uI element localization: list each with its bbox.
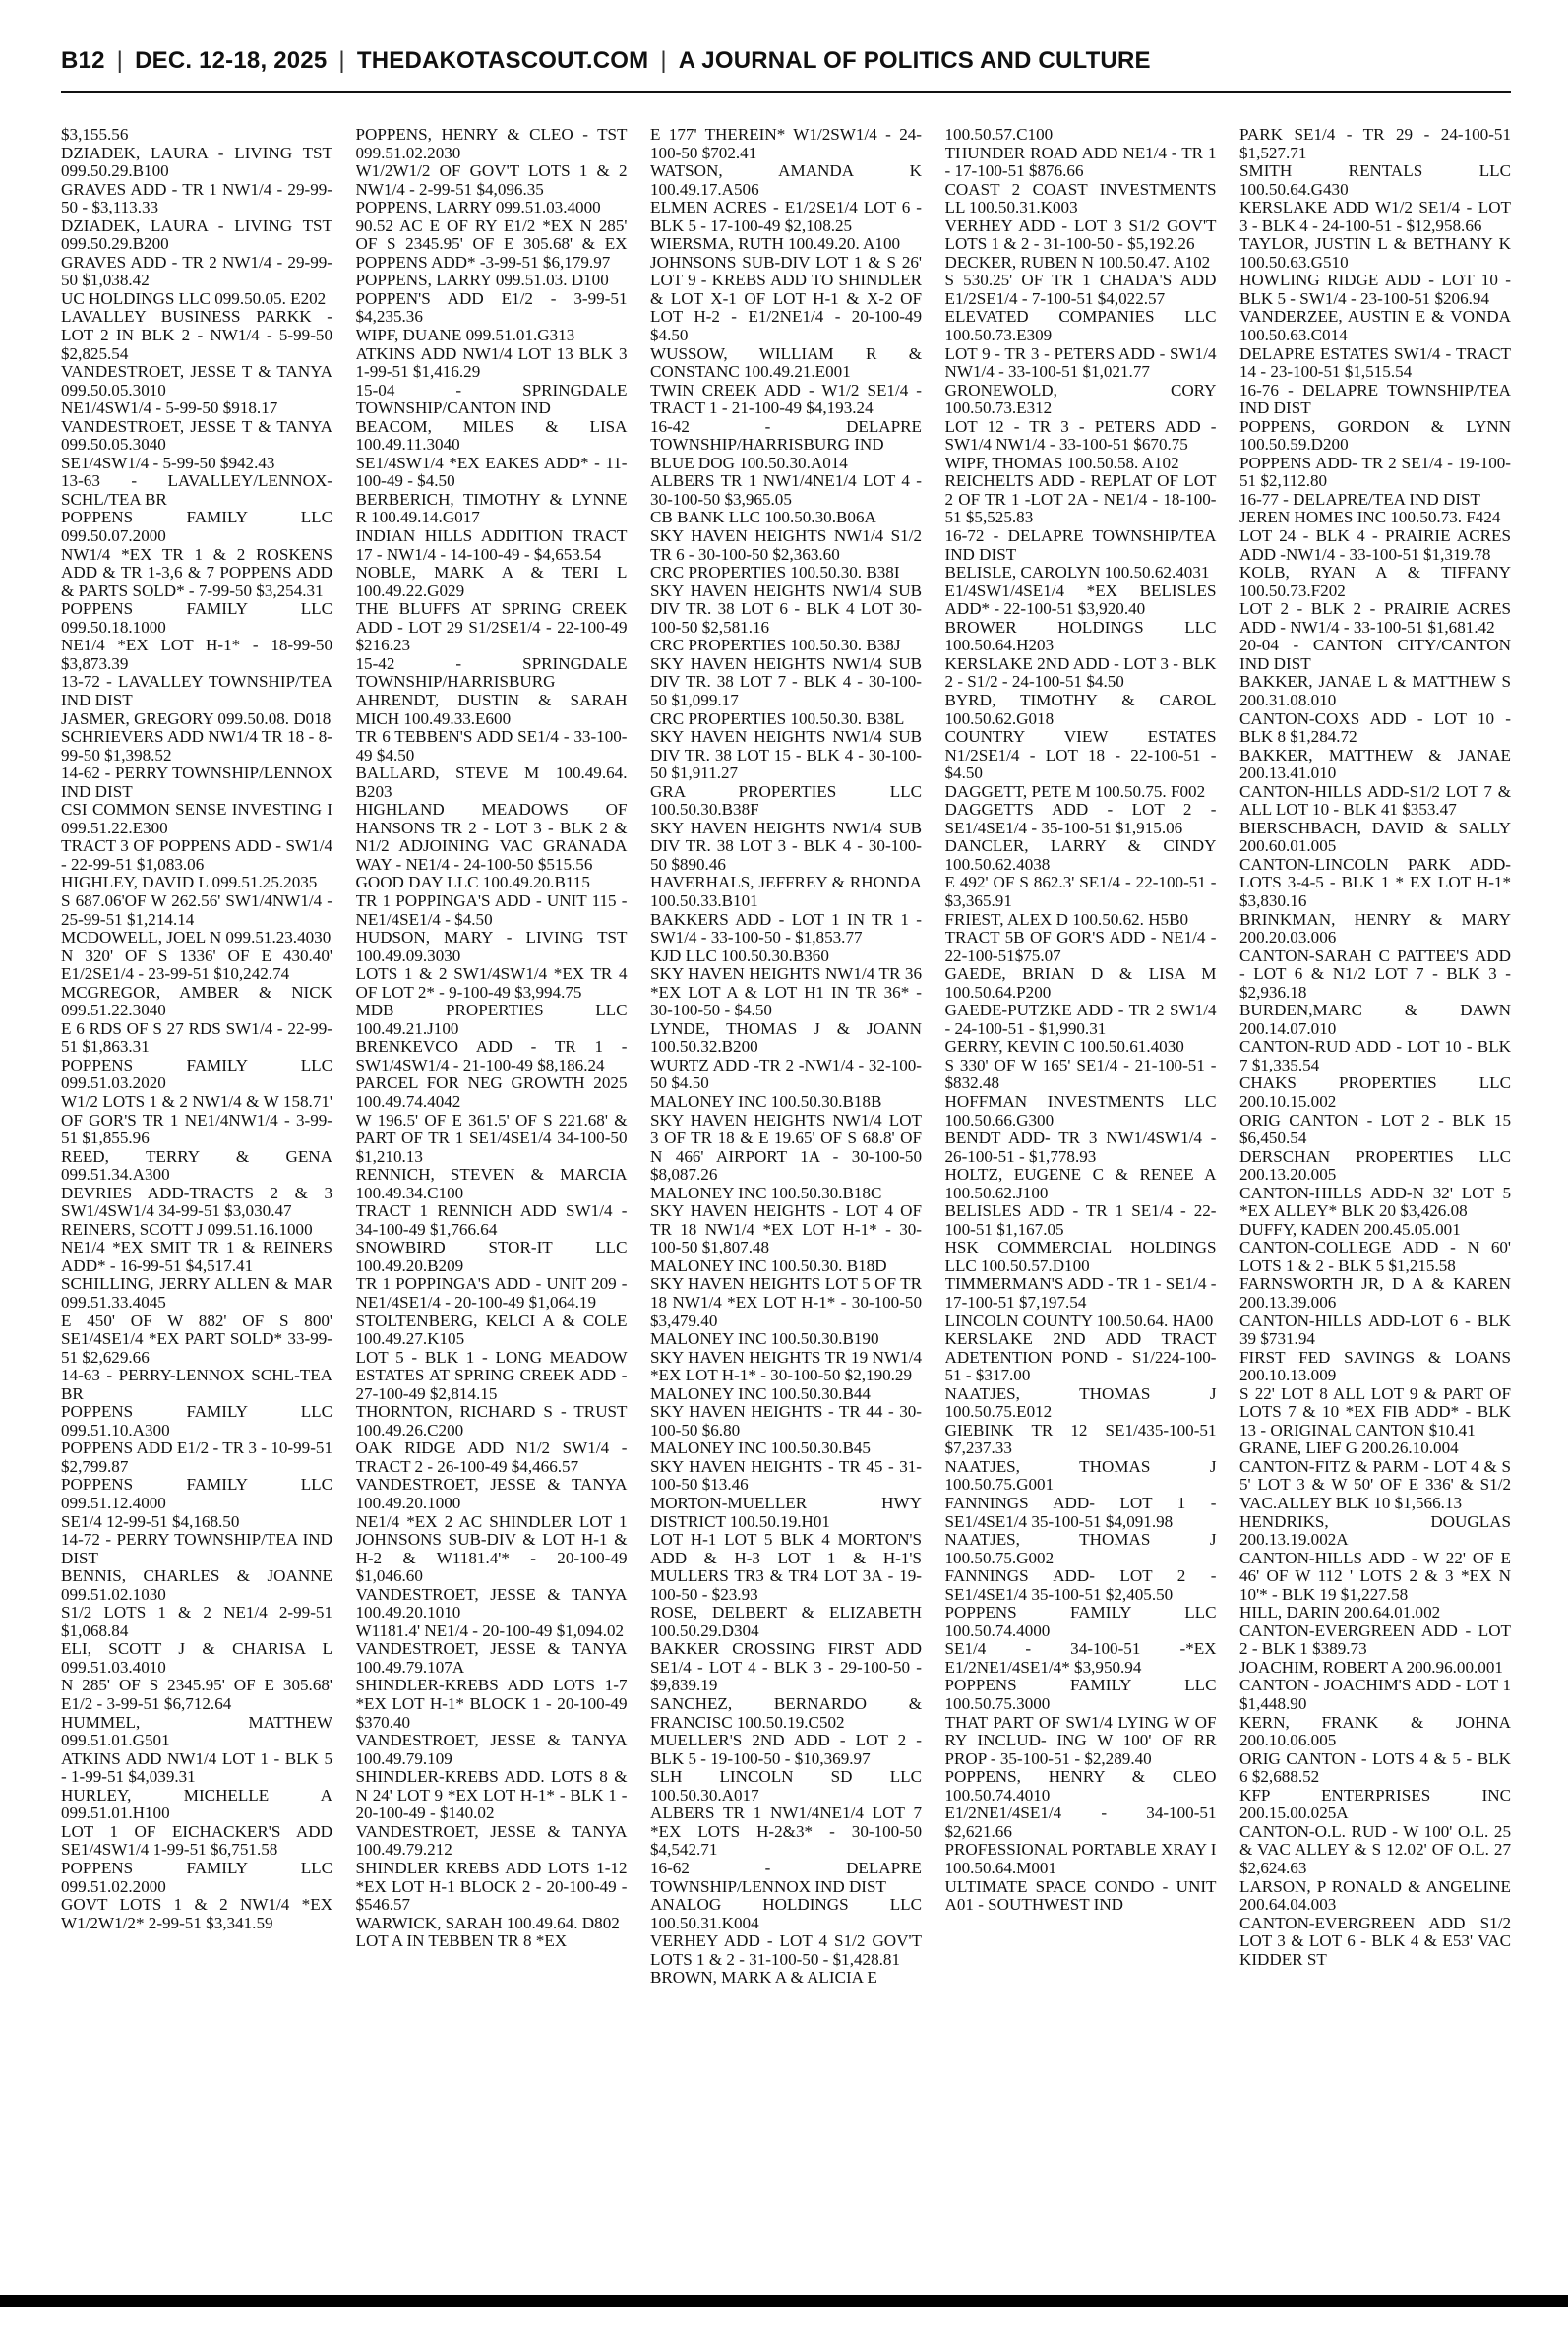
notice-line: BAKKER, MATTHEW & JANAE 200.13.41.010 bbox=[1239, 745, 1511, 783]
notice-line: JOACHIM, ROBERT A 200.96.00.001 bbox=[1239, 1657, 1503, 1677]
notice-line: HOLTZ, EUGENE C & RENEE A 100.50.62.J100 bbox=[944, 1165, 1217, 1202]
notice-line: ELI, SCOTT J & CHARISA L 099.51.03.4010 bbox=[61, 1639, 332, 1677]
notice-line: POPPENS ADD- TR 2 SE1/4 - 19-100-51 $2,112.80 bbox=[1239, 453, 1511, 491]
notice-line: BAKKERS ADD - LOT 1 IN TR 1 - SW1/4 - 33-100-50 - $1,853.77 bbox=[650, 909, 922, 948]
notice-line: MUELLER'S 2ND ADD - LOT 2 - BLK 5 - 19-100-50 - $10,369.97 bbox=[650, 1731, 922, 1768]
notice-line: BELISLES ADD - TR 1 SE1/4 - 22-100-51 $1,167.05 bbox=[944, 1201, 1217, 1239]
notice-line: SKY HAVEN HEIGHTS - LOT 4 OF TR 18 NW1/4 *EX LOT H-1* - 30-100-50 $1,807.48 bbox=[650, 1201, 922, 1257]
notice-line: POPPENS, GORDON & LYNN 100.50.59.D200 bbox=[1239, 416, 1511, 455]
notice-line: SKY HAVEN HEIGHTS NW1/4 SUB DIV TR. 38 LOT 15 - BLK 4 - 30-100-50 $1,911.27 bbox=[650, 727, 922, 783]
notice-line: POPPENS FAMILY LLC 099.51.10.A300 bbox=[61, 1402, 332, 1439]
notice-line: SE1/4SW1/4 - 5-99-50 $942.43 bbox=[61, 453, 275, 472]
notice-line: SHINDLER KREBS ADD LOTS 1-12 *EX LOT H-1 BLOCK 2 - 20-100-49 - $546.57 bbox=[355, 1858, 628, 1915]
notice-line: CRC PROPERTIES 100.50.30. B38I bbox=[650, 563, 900, 582]
page-number: B12 bbox=[61, 47, 105, 74]
notice-line: W1181.4' NE1/4 - 20-100-49 $1,094.02 bbox=[355, 1621, 625, 1640]
notice-line: SE1/4 - 34-100-51 -*EX E1/2NE1/4SE1/4* $3,950.94 bbox=[944, 1639, 1217, 1677]
notice-line: BRINKMAN, HENRY & MARY 200.20.03.006 bbox=[1239, 909, 1511, 948]
text-column-2 bbox=[356, 126, 628, 2291]
notice-line: POPPENS FAMILY LLC 099.50.07.2000 bbox=[61, 508, 332, 546]
notice-line: KJD LLC 100.50.30.B360 bbox=[650, 946, 829, 965]
notice-line: NW1/4 *EX TR 1 & 2 ROSKENS ADD & TR 1-3,6 & 7 POPPENS ADD & PARTS SOLD* - 7-99-50 $3,254.31 bbox=[61, 544, 332, 600]
notice-line: FANNINGS ADD- LOT 1 - SE1/4SE1/4 35-100-51 $4,091.98 bbox=[944, 1494, 1217, 1531]
notice-line: SANCHEZ, BERNARDO & FRANCISC 100.50.19.C502 bbox=[650, 1694, 922, 1732]
notice-line: DUFFY, KADEN 200.45.05.001 bbox=[1239, 1219, 1461, 1239]
notice-line: MDB PROPERTIES LLC 100.49.21.J100 bbox=[355, 1001, 628, 1038]
notice-line: 100.50.57.C100 bbox=[944, 126, 1054, 144]
notice-line: KERSLAKE 2ND ADD - LOT 3 - BLK 2 - S1/2 - 24-100-51 $4.50 bbox=[944, 653, 1217, 692]
notice-line: ROSE, DELBERT & ELIZABETH 100.50.29.D304 bbox=[650, 1603, 922, 1640]
notice-line: BRENKEVCO ADD - TR 1 - SW1/4SW1/4 - 21-100-49 $8,186.24 bbox=[355, 1037, 628, 1074]
notice-line: RENNICH, STEVEN & MARCIA 100.49.34.C100 bbox=[355, 1165, 628, 1202]
notice-line: E1/2NE1/4SE1/4 - 34-100-51 $2,621.66 bbox=[944, 1804, 1217, 1841]
notice-line: ALBERS TR 1 NW1/4NE1/4 LOT 4 - 30-100-50 $3,965.05 bbox=[650, 471, 922, 509]
notice-line: BIERSCHBACH, DAVID & SALLY 200.60.01.005 bbox=[1239, 818, 1511, 856]
notice-line: W1/2W1/2 OF GOV'T LOTS 1 & 2 NW1/4 - 2-99-51 $4,096.35 bbox=[355, 161, 628, 199]
notice-line: SLH LINCOLN SD LLC 100.50.30.A017 bbox=[650, 1767, 922, 1805]
issue-date: DEC. 12-18, 2025 bbox=[135, 47, 328, 74]
notice-line: ULTIMATE SPACE CONDO - UNIT A01 - SOUTHWEST IND bbox=[944, 1876, 1217, 1915]
notice-line: REED, TERRY & GENA 099.51.34.A300 bbox=[61, 1146, 332, 1185]
notice-line: DEVRIES ADD-TRACTS 2 & 3 SW1/4SW1/4 34-99-51 $3,030.47 bbox=[61, 1183, 332, 1221]
header-separator: | bbox=[116, 47, 124, 74]
notice-line: STOLTENBERG, KELCI A & COLE 100.49.27.K105 bbox=[355, 1311, 628, 1349]
notice-line: ELMEN ACRES - E1/2SE1/4 LOT 6 - BLK 5 - 17-100-49 $2,108.25 bbox=[650, 198, 922, 235]
notice-line: 16-42 - DELAPRE TOWNSHIP/HARRISBURG IND bbox=[650, 416, 922, 455]
notice-line: JEREN HOMES INC 100.50.73. F424 bbox=[1239, 508, 1501, 527]
notice-line: 14-63 - PERRY-LENNOX SCHL-TEA BR bbox=[61, 1366, 332, 1403]
notice-line: 13-72 - LAVALLEY TOWNSHIP/TEA IND DIST bbox=[61, 672, 332, 709]
notice-line: BROWN, MARK A & ALICIA E bbox=[650, 1968, 877, 1988]
notice-line: PARCEL FOR NEG GROWTH 2025 100.49.74.4042 bbox=[355, 1073, 628, 1111]
notice-line: MALONEY INC 100.50.30.B190 bbox=[650, 1329, 879, 1349]
notice-line: POPPENS, HENRY & CLEO 100.50.74.4010 bbox=[944, 1767, 1217, 1805]
notice-line: PROFESSIONAL PORTABLE XRAY I 100.50.64.M001 bbox=[944, 1840, 1217, 1877]
notice-line: TRACT 5B OF GOR'S ADD - NE1/4 - 22-100-51$75.07 bbox=[944, 928, 1217, 965]
notice-line: INDIAN HILLS ADDITION TRACT 17 - NW1/4 - 14-100-49 - $4,653.54 bbox=[355, 526, 628, 564]
header-rule bbox=[61, 91, 1511, 93]
notice-line: LAVALLEY BUSINESS PARKK - LOT 2 IN BLK 2 - NW1/4 - 5-99-50 $2,825.54 bbox=[61, 307, 332, 363]
notice-line: SKY HAVEN HEIGHTS NW1/4 TR 36 *EX LOT A & LOT H1 IN TR 36* - 30-100-50 - $4.50 bbox=[650, 964, 922, 1020]
notice-line: LARSON, P RONALD & ANGELINE 200.64.04.003 bbox=[1239, 1876, 1511, 1915]
notice-line: S1/2 LOTS 1 & 2 NE1/4 2-99-51 $1,068.84 bbox=[61, 1603, 332, 1640]
notice-line: GAEDE, BRIAN D & LISA M 100.50.64.P200 bbox=[944, 964, 1217, 1002]
notice-line: POPPENS ADD E1/2 - TR 3 - 10-99-51 $2,799.87 bbox=[61, 1438, 332, 1476]
notice-line: SKY HAVEN HEIGHTS - TR 44 - 30-100-50 $6.80 bbox=[650, 1402, 922, 1439]
notice-line: TIMMERMAN'S ADD - TR 1 - SE1/4 - 17-100-51 $7,197.54 bbox=[944, 1274, 1217, 1312]
notice-line: KERSLAKE 2ND ADD TRACT ADETENTION POND - S1/224-100-51 - $317.00 bbox=[944, 1329, 1217, 1385]
notice-line: CANTON-HILLS ADD-S1/2 LOT 7 & ALL LOT 10 - BLK 41 $353.47 bbox=[1239, 781, 1511, 820]
notice-line: NAATJES, THOMAS J 100.50.75.G001 bbox=[944, 1456, 1217, 1495]
notice-line: SKY HAVEN HEIGHTS NW1/4 S1/2 TR 6 - 30-100-50 $2,363.60 bbox=[650, 526, 922, 564]
notice-line: GRONEWOLD, CORY 100.50.73.E312 bbox=[944, 380, 1217, 418]
notice-line: TRACT 1 RENNICH ADD SW1/4 - 34-100-49 $1,766.64 bbox=[355, 1201, 628, 1239]
notice-line: HENDRIKS, DOUGLAS 200.13.19.002A bbox=[1239, 1511, 1511, 1550]
notice-line: HILL, DARIN 200.64.01.002 bbox=[1239, 1603, 1441, 1622]
notice-line: W 196.5' OF E 361.5' OF S 221.68' & PART OF TR 1 SE1/4SE1/4 34-100-50 $1,210.13 bbox=[355, 1110, 628, 1166]
footer-rule bbox=[0, 2295, 1568, 2307]
notice-line: CANTON - JOACHIM'S ADD - LOT 1 $1,448.90 bbox=[1239, 1676, 1511, 1714]
notice-line: VANDESTROET, JESSE T & TANYA 099.50.05.3040 bbox=[61, 416, 332, 455]
notice-line: 90.52 AC E OF RY E1/2 *EX N 285' OF S 2345.95' OF E 305.68' & EX POPPENS ADD* -3-99-51 $6,179.97 bbox=[355, 215, 628, 272]
notice-line: MALONEY INC 100.50.30.B45 bbox=[650, 1438, 871, 1458]
notice-line: KOLB, RYAN A & TIFFANY 100.50.73.F202 bbox=[1239, 563, 1511, 600]
notice-line: SE1/4 12-99-51 $4,168.50 bbox=[61, 1511, 240, 1531]
notice-line: POPPENS FAMILY LLC 099.50.18.1000 bbox=[61, 599, 332, 637]
notice-line: SCHRIEVERS ADD NW1/4 TR 18 - 8-99-50 $1,398.52 bbox=[61, 727, 332, 765]
notice-line: VANDESTROET, JESSE & TANYA 100.49.79.212 bbox=[355, 1821, 628, 1860]
notice-line: CANTON-HILLS ADD - W 22' OF E 46' OF W 112 ' LOTS 2 & 3 *EX N 10'* - BLK 19 $1,227.58 bbox=[1239, 1548, 1511, 1604]
notice-line: TR 1 POPPINGA'S ADD - UNIT 115 - NE1/4SE1/4 - $4.50 bbox=[355, 890, 628, 929]
notice-line: 16-76 - DELAPRE TOWNSHIP/TEA IND DIST bbox=[1239, 380, 1511, 418]
notice-line: BELISLE, CAROLYN 100.50.62.4031 bbox=[944, 563, 1210, 582]
notice-line: DZIADEK, LAURA - LIVING TST 099.50.29.B200 bbox=[61, 215, 332, 254]
notice-line: GOVT LOTS 1 & 2 NW1/4 *EX W1/2W1/2* 2-99-51 $3,341.59 bbox=[61, 1895, 332, 1932]
notice-line: W1/2 LOTS 1 & 2 NW1/4 & W 158.71' OF GOR'S TR 1 NE1/4NW1/4 - 3-99-51 $1,855.96 bbox=[61, 1091, 332, 1148]
notice-line: CANTON-SARAH C PATTEE'S ADD - LOT 6 & N1/2 LOT 7 - BLK 3 - $2,936.18 bbox=[1239, 946, 1511, 1002]
notice-line: HURLEY, MICHELLE A 099.51.01.H100 bbox=[61, 1785, 332, 1823]
notice-line: VERHEY ADD - LOT 3 S1/2 GOV'T LOTS 1 & 2 - 31-100-50 - $5,192.26 bbox=[944, 215, 1217, 254]
notice-line: ORIG CANTON - LOTS 4 & 5 - BLK 6 $2,688.52 bbox=[1239, 1748, 1511, 1787]
notice-line: NOBLE, MARK A & TERI L 100.49.22.G029 bbox=[355, 563, 628, 600]
notice-line: SKY HAVEN HEIGHTS NW1/4 SUB DIV TR. 38 LOT 6 - BLK 4 LOT 30-100-50 $2,581.16 bbox=[650, 581, 922, 637]
notice-line: SHINDLER-KREBS ADD. LOTS 8 & N 24' LOT 9 *EX LOT H-1* - BLK 1 - 20-100-49 - $140.02 bbox=[355, 1767, 628, 1823]
notice-line: DELAPRE ESTATES SW1/4 - TRACT 14 - 23-100-51 $1,515.54 bbox=[1239, 343, 1511, 382]
notice-line: KERSLAKE ADD W1/2 SE1/4 - LOT 3 - BLK 4 - 24-100-51 - $12,958.66 bbox=[1239, 198, 1511, 235]
notice-line: POPPENS FAMILY LLC 099.51.03.2020 bbox=[61, 1055, 332, 1093]
notice-line: HOFFMAN INVESTMENTS LLC 100.50.66.G300 bbox=[944, 1091, 1217, 1130]
notice-line: SKY HAVEN HEIGHTS NW1/4 SUB DIV TR. 38 LOT 3 - BLK 4 - 30-100-50 $890.46 bbox=[650, 818, 922, 874]
notice-line: FANNINGS ADD- LOT 2 - SE1/4SE1/4 35-100-51 $2,405.50 bbox=[944, 1566, 1217, 1604]
notice-line: TR 6 TEBBEN'S ADD SE1/4 - 33-100-49 $4.50 bbox=[355, 727, 628, 765]
notice-line: BERBERICH, TIMOTHY & LYNNE R 100.49.14.G017 bbox=[355, 489, 628, 527]
notice-line: CANTON-HILLS ADD-LOT 6 - BLK 39 $731.94 bbox=[1239, 1311, 1511, 1349]
notice-line: HSK COMMERCIAL HOLDINGS LLC 100.50.57.D100 bbox=[944, 1238, 1217, 1275]
notice-line: NAATJES, THOMAS J 100.50.75.E012 bbox=[944, 1383, 1217, 1422]
notice-line: CRC PROPERTIES 100.50.30. B38J bbox=[650, 636, 901, 655]
notice-line: NE1/4 *EX SMIT TR 1 & REINERS ADD* - 16-99-51 $4,517.41 bbox=[61, 1238, 332, 1275]
notice-line: TAYLOR, JUSTIN L & BETHANY K 100.50.63.G510 bbox=[1239, 234, 1511, 272]
notice-line: SKY HAVEN HEIGHTS NW1/4 LOT 3 OF TR 18 & E 19.65' OF S 68.8' OF N 466' AIRPORT 1A - 30-100-50 $8,087.26 bbox=[650, 1110, 922, 1185]
notice-line: GOOD DAY LLC 100.49.20.B115 bbox=[355, 873, 590, 892]
notice-line: 15-04 - SPRINGDALE TOWNSHIP/CANTON IND bbox=[355, 380, 628, 418]
notice-line: E 492' OF S 862.3' SE1/4 - 22-100-51 - $3,365.91 bbox=[944, 873, 1217, 910]
notice-line: MALONEY INC 100.50.30.B44 bbox=[650, 1383, 871, 1403]
text-column-5 bbox=[1239, 126, 1511, 2291]
page-header bbox=[61, 47, 1511, 87]
notice-line: CANTON-RUD ADD - LOT 10 - BLK 7 $1,335.54 bbox=[1239, 1037, 1511, 1074]
notice-line: BALLARD, STEVE M 100.49.64. B203 bbox=[355, 764, 628, 801]
notice-line: HIGHLEY, DAVID L 099.51.25.2035 bbox=[61, 873, 318, 892]
notice-line: LOTS 1 & 2 SW1/4SW1/4 *EX TR 4 OF LOT 2* - 9-100-49 $3,994.75 bbox=[355, 964, 628, 1002]
notice-line: $3,155.56 bbox=[61, 126, 129, 144]
notice-line: VANDESTROET, JESSE & TANYA 100.49.20.1000 bbox=[355, 1475, 628, 1513]
notice-line: BEACOM, MILES & LISA 100.49.11.3040 bbox=[355, 416, 628, 455]
notice-line: CANTON-EVERGREEN ADD S1/2 LOT 3 & LOT 6 - BLK 4 & E53' VAC KIDDER ST bbox=[1239, 1913, 1511, 1969]
text-column-4 bbox=[945, 126, 1217, 2291]
notice-line: NE1/4 *EX 2 AC SHINDLER LOT 1 JOHNSONS SUB-DIV & LOT H-1 & H-2 & W1181.4'* - 20-100-49 $1,046.60 bbox=[355, 1511, 628, 1586]
notice-line: DZIADEK, LAURA - LIVING TST 099.50.29.B100 bbox=[61, 143, 332, 181]
notice-line: FRIEST, ALEX D 100.50.62. H5B0 bbox=[944, 909, 1189, 929]
notice-line: KFP ENTERPRISES INC 200.15.00.025A bbox=[1239, 1785, 1511, 1823]
header-separator: | bbox=[660, 47, 667, 74]
notice-line: POPPENS, LARRY 099.51.03.4000 bbox=[355, 198, 601, 217]
notice-line: SMITH RENTALS LLC 100.50.64.G430 bbox=[1239, 161, 1511, 199]
notice-line: BENDT ADD- TR 3 NW1/4SW1/4 - 26-100-51 - $1,778.93 bbox=[944, 1129, 1217, 1166]
notice-line: HOWLING RIDGE ADD - LOT 10 - BLK 5 - SW1/4 - 23-100-51 $206.94 bbox=[1239, 271, 1511, 308]
notice-line: LOT H-1 LOT 5 BLK 4 MORTON'S ADD & H-3 LOT 1 & H-1'S MULLERS TR3 & TR4 LOT 3A - 19-100-50 - $23.93 bbox=[650, 1530, 922, 1604]
notice-line: AHRENDT, DUSTIN & SARAH MICH 100.49.33.E600 bbox=[355, 690, 628, 728]
notice-line: CB BANK LLC 100.50.30.B06A bbox=[650, 508, 876, 527]
text-column-3 bbox=[650, 126, 922, 2291]
notice-line: REICHELTS ADD - REPLAT OF LOT 2 OF TR 1 -LOT 2A - NE1/4 - 18-100-51 $5,525.83 bbox=[944, 471, 1217, 527]
notice-line: LOT 2 - BLK 2 - PRAIRIE ACRES ADD - NW1/4 - 33-100-51 $1,681.42 bbox=[1239, 599, 1511, 637]
notice-line: THAT PART OF SW1/4 LYING W OF RY INCLUD- ING W 100' OF RR PROP - 35-100-51 - $2,289.40 bbox=[944, 1712, 1217, 1768]
notice-line: N 285' OF S 2345.95' OF E 305.68' E1/2 - 3-99-51 $6,712.64 bbox=[61, 1676, 332, 1714]
notice-line: BENNIS, CHARLES & JOANNE 099.51.02.1030 bbox=[61, 1566, 332, 1604]
notice-line: WURTZ ADD -TR 2 -NW1/4 - 32-100-50 $4.50 bbox=[650, 1055, 922, 1093]
notice-line: THORNTON, RICHARD S - TRUST 100.49.26.C200 bbox=[355, 1402, 628, 1439]
notice-line: HUMMEL, MATTHEW 099.51.01.G501 bbox=[61, 1712, 332, 1750]
notice-line: CANTON-COLLEGE ADD - N 60' LOTS 1 & 2 - BLK 5 $1,215.58 bbox=[1239, 1238, 1511, 1275]
notice-line: POPPENS, HENRY & CLEO - TST 099.51.02.2030 bbox=[355, 126, 628, 162]
notice-line: KERN, FRANK & JOHNA 200.10.06.005 bbox=[1239, 1712, 1511, 1750]
notice-line: BYRD, TIMOTHY & CAROL 100.50.62.G018 bbox=[944, 690, 1217, 728]
notice-line: CANTON-LINCOLN PARK ADD-LOTS 3-4-5 - BLK 1 * EX LOT H-1* $3,830.16 bbox=[1239, 854, 1511, 910]
notice-line: VANDERZEE, AUSTIN E & VONDA 100.50.63.C014 bbox=[1239, 307, 1511, 345]
notice-line: CHAKS PROPERTIES LLC 200.10.15.002 bbox=[1239, 1073, 1511, 1111]
notice-line: ORIG CANTON - LOT 2 - BLK 15 $6,450.54 bbox=[1239, 1110, 1511, 1148]
notice-line: VANDESTROET, JESSE T & TANYA 099.50.05.3010 bbox=[61, 362, 332, 399]
notice-line: 14-62 - PERRY TOWNSHIP/LENNOX IND DIST bbox=[61, 764, 332, 801]
notice-line: ATKINS ADD NW1/4 LOT 1 - BLK 5 - 1-99-51 $4,039.31 bbox=[61, 1748, 332, 1787]
notice-line: GAEDE-PUTZKE ADD - TR 2 SW1/4 - 24-100-51 - $1,990.31 bbox=[944, 1001, 1217, 1038]
notice-line: UC HOLDINGS LLC 099.50.05. E202 bbox=[61, 288, 327, 308]
notice-line: HUDSON, MARY - LIVING TST 100.49.09.3030 bbox=[355, 928, 628, 965]
notice-line: CSI COMMON SENSE INVESTING I 099.51.22.E300 bbox=[61, 800, 332, 837]
notice-line: POPPENS, LARRY 099.51.03. D100 bbox=[355, 271, 609, 290]
notice-line: NE1/4 *EX LOT H-1* - 18-99-50 $3,873.39 bbox=[61, 636, 332, 673]
notice-line: NAATJES, THOMAS J 100.50.75.G002 bbox=[944, 1530, 1217, 1567]
notice-line: 14-72 - PERRY TOWNSHIP/TEA IND DIST bbox=[61, 1530, 332, 1567]
notice-line: WUSSOW, WILLIAM R & CONSTANC 100.49.21.E001 bbox=[650, 343, 922, 382]
notice-line: LINCOLN COUNTY 100.50.64. HA00 bbox=[944, 1311, 1214, 1330]
notice-line: SKY HAVEN HEIGHTS LOT 5 OF TR 18 NW1/4 *EX LOT H-1* - 30-100-50 $3,479.40 bbox=[650, 1274, 922, 1330]
notice-line: ATKINS ADD NW1/4 LOT 13 BLK 3 1-99-51 $1,416.29 bbox=[355, 343, 628, 382]
notice-line: BAKKER CROSSING FIRST ADD SE1/4 - LOT 4 - BLK 3 - 29-100-50 - $9,839.19 bbox=[650, 1639, 922, 1695]
notice-line: BAKKER, JANAE L & MATTHEW S 200.31.08.010 bbox=[1239, 672, 1511, 709]
notice-line: BROWER HOLDINGS LLC 100.50.64.H203 bbox=[944, 617, 1217, 655]
notice-line: GRA PROPERTIES LLC 100.50.30.B38F bbox=[650, 781, 922, 820]
notice-line: S 22' LOT 8 ALL LOT 9 & PART OF LOTS 7 & 10 *EX FIB ADD* - BLK 13 - ORIGINAL CANTON $10.41 bbox=[1239, 1383, 1511, 1439]
notice-line: DANCLER, LARRY & CINDY 100.50.62.4038 bbox=[944, 836, 1217, 874]
notice-line: 15-42 - SPRINGDALE TOWNSHIP/HARRISBURG bbox=[355, 653, 628, 692]
notice-line: 20-04 - CANTON CITY/CANTON IND DIST bbox=[1239, 636, 1511, 673]
notice-line: THUNDER ROAD ADD NE1/4 - TR 1 - 17-100-51 $876.66 bbox=[944, 143, 1217, 181]
notice-line: THE BLUFFS AT SPRING CREEK ADD - LOT 29 S1/2SE1/4 - 22-100-49 $216.23 bbox=[355, 599, 628, 655]
notice-line: LOT 24 - BLK 4 - PRAIRIE ACRES ADD -NW1/4 - 33-100-51 $1,319.78 bbox=[1239, 526, 1511, 564]
notice-line: CANTON-O.L. RUD - W 100' O.L. 25 & VAC ALLEY & S 12.02' OF O.L. 27 $2,624.63 bbox=[1239, 1821, 1511, 1877]
notice-line: POPPENS FAMILY LLC 099.51.02.2000 bbox=[61, 1858, 332, 1896]
notice-line: DAGGETT, PETE M 100.50.75. F002 bbox=[944, 781, 1206, 801]
notice-line: CANTON-FITZ & PARM - LOT 4 & S 5' LOT 3 & W 50' OF E 336' & S1/2 VAC.ALLEY BLK 10 $1,566.13 bbox=[1239, 1456, 1511, 1513]
notice-line: SKY HAVEN HEIGHTS NW1/4 SUB DIV TR. 38 LOT 7 - BLK 4 - 30-100-50 $1,099.17 bbox=[650, 653, 922, 709]
notice-line: S 330' OF W 165' SE1/4 - 21-100-51 - $832.48 bbox=[944, 1055, 1217, 1093]
notice-line: CANTON-HILLS ADD-N 32' LOT 5 *EX ALLEY* BLK 20 $3,426.08 bbox=[1239, 1183, 1511, 1221]
notice-line: E1/4SW1/4SE1/4 *EX BELISLES ADD* - 22-100-51 $3,920.40 bbox=[944, 581, 1217, 619]
notice-line: LOT 12 - TR 3 - PETERS ADD - SW1/4 NW1/4 - 33-100-51 $670.75 bbox=[944, 416, 1217, 455]
notice-line: E 6 RDS OF S 27 RDS SW1/4 - 22-99-51 $1,863.31 bbox=[61, 1018, 332, 1057]
notice-line: S 687.06'OF W 262.56' SW1/4NW1/4 - 25-99-51 $1,214.14 bbox=[61, 890, 332, 929]
notice-line: ALBERS TR 1 NW1/4NE1/4 LOT 7 *EX LOTS H-2&3* - 30-100-50 $4,542.71 bbox=[650, 1804, 922, 1860]
tagline: A JOURNAL OF POLITICS AND CULTURE bbox=[678, 47, 1151, 74]
notice-line: DECKER, RUBEN N 100.50.47. A102 bbox=[944, 252, 1211, 272]
notice-line: E 177' THEREIN* W1/2SW1/4 - 24-100-50 $702.41 bbox=[650, 126, 922, 162]
notice-line: NE1/4SW1/4 - 5-99-50 $918.17 bbox=[61, 398, 278, 418]
notice-line: 16-62 - DELAPRE TOWNSHIP/LENNOX IND DIST bbox=[650, 1858, 922, 1896]
notice-line: LYNDE, THOMAS J & JOANN 100.50.32.B200 bbox=[650, 1018, 922, 1057]
notice-line: MCDOWELL, JOEL N 099.51.23.4030 bbox=[61, 928, 332, 948]
notice-line: 16-77 - DELAPRE/TEA IND DIST bbox=[1239, 489, 1480, 509]
notice-line: HAVERHALS, JEFFREY & RHONDA 100.50.33.B101 bbox=[650, 873, 922, 910]
notice-line: WIERSMA, RUTH 100.49.20. A100 bbox=[650, 234, 901, 254]
notice-line: GRANE, LIEF G 200.26.10.004 bbox=[1239, 1438, 1459, 1458]
notice-line: SNOWBIRD STOR-IT LLC 100.49.20.B209 bbox=[355, 1238, 628, 1275]
notice-line: 16-72 - DELAPRE TOWNSHIP/TEA IND DIST bbox=[944, 526, 1217, 564]
notice-line: SKY HAVEN HEIGHTS - TR 45 - 31-100-50 $13.46 bbox=[650, 1456, 922, 1495]
notice-line: VERHEY ADD - LOT 4 S1/2 GOV'T LOTS 1 & 2 - 31-100-50 - $1,428.81 bbox=[650, 1931, 922, 1969]
notice-line: S 530.25' OF TR 1 CHADA'S ADD E1/2SE1/4 - 7-100-51 $4,022.57 bbox=[944, 271, 1217, 308]
notice-line: GIEBINK TR 12 SE1/435-100-51 $7,237.33 bbox=[944, 1420, 1217, 1458]
notice-line: ANALOG HOLDINGS LLC 100.50.31.K004 bbox=[650, 1895, 922, 1932]
notice-line: MALONEY INC 100.50.30.B18C bbox=[650, 1183, 882, 1202]
notice-line: COUNTRY VIEW ESTATES N1/2SE1/4 - LOT 18 - 22-100-51 - $4.50 bbox=[944, 727, 1217, 783]
notice-line: 13-63 - LAVALLEY/LENNOX-SCHL/TEA BR bbox=[61, 471, 332, 509]
notice-line: MALONEY INC 100.50.30. B18D bbox=[650, 1255, 887, 1275]
notice-line: JASMER, GREGORY 099.50.08. D018 bbox=[61, 708, 332, 728]
notice-line: FIRST FED SAVINGS & LOANS 200.10.13.009 bbox=[1239, 1347, 1511, 1385]
notice-line: LOT 5 - BLK 1 - LONG MEADOW ESTATES AT SPRING CREEK ADD - 27-100-49 $2,814.15 bbox=[355, 1347, 628, 1403]
notice-line: GRAVES ADD - TR 1 NW1/4 - 29-99-50 - $3,113.33 bbox=[61, 179, 332, 217]
notice-line: TWIN CREEK ADD - W1/2 SE1/4 - TRACT 1 - 21-100-49 $4,193.24 bbox=[650, 380, 922, 418]
notice-line: BLUE DOG 100.50.30.A014 bbox=[650, 453, 848, 472]
notice-line: POPPEN'S ADD E1/2 - 3-99-51 $4,235.36 bbox=[355, 288, 628, 327]
notice-line: GRAVES ADD - TR 2 NW1/4 - 29-99-50 $1,038.42 bbox=[61, 252, 332, 290]
notice-line: POPPENS FAMILY LLC 100.50.75.3000 bbox=[944, 1676, 1217, 1714]
notice-line: SE1/4SW1/4 *EX EAKES ADD* - 11-100-49 - $4.50 bbox=[355, 453, 628, 491]
notice-line: SKY HAVEN HEIGHTS TR 19 NW1/4 *EX LOT H-1* - 30-100-50 $2,190.29 bbox=[650, 1347, 922, 1385]
notice-line: CRC PROPERTIES 100.50.30. B38L bbox=[650, 708, 905, 728]
notice-line: LOT 9 - TR 3 - PETERS ADD - SW1/4 NW1/4 - 33-100-51 $1,021.77 bbox=[944, 343, 1217, 382]
notice-line: VANDESTROET, JESSE & TANYA 100.49.79.107A bbox=[355, 1639, 628, 1677]
notice-line: COAST 2 COAST INVESTMENTS LL 100.50.31.K003 bbox=[944, 179, 1217, 217]
notice-line: WIPF, DUANE 099.51.01.G313 bbox=[355, 326, 575, 345]
notice-line: VANDESTROET, JESSE & TANYA 100.49.20.1010 bbox=[355, 1584, 628, 1622]
notice-line: ELEVATED COMPANIES LLC 100.50.73.E309 bbox=[944, 307, 1217, 345]
notice-line: GERRY, KEVIN C 100.50.61.4030 bbox=[944, 1037, 1184, 1057]
notice-line: E 450' OF W 882' OF S 800' SE1/4SE1/4 *EX PART SOLD* 33-99-51 $2,629.66 bbox=[61, 1311, 332, 1367]
notice-line: DERSCHAN PROPERTIES LLC 200.13.20.005 bbox=[1239, 1146, 1511, 1185]
notice-line: WIPF, THOMAS 100.50.58. A102 bbox=[944, 453, 1179, 472]
notice-line: POPPENS FAMILY LLC 100.50.74.4000 bbox=[944, 1603, 1217, 1640]
notice-line: OAK RIDGE ADD N1/2 SW1/4 - TRACT 2 - 26-100-49 $4,466.57 bbox=[355, 1438, 628, 1476]
notice-line: LOT 1 OF EICHACKER'S ADD SE1/4SW1/4 1-99-51 $6,751.58 bbox=[61, 1821, 332, 1860]
site-name: THEDAKOTASCOUT.COM bbox=[356, 47, 649, 74]
notice-line: CANTON-EVERGREEN ADD - LOT 2 - BLK 1 $389.73 bbox=[1239, 1621, 1511, 1659]
notice-line: REINERS, SCOTT J 099.51.16.1000 bbox=[61, 1219, 313, 1239]
notice-line: LOT A IN TEBBEN TR 8 *EX bbox=[355, 1931, 568, 1951]
header-separator: | bbox=[338, 47, 345, 74]
notice-line: N 320' OF S 1336' OF E 430.40' E1/2SE1/4 - 23-99-51 $10,242.74 bbox=[61, 946, 332, 984]
notice-line: MORTON-MUELLER HWY DISTRICT 100.50.19.H01 bbox=[650, 1494, 922, 1531]
notice-line: TRACT 3 OF POPPENS ADD - SW1/4 - 22-99-51 $1,083.06 bbox=[61, 836, 332, 874]
notice-line: JOHNSONS SUB-DIV LOT 1 & S 26' LOT 9 - KREBS ADD TO SHINDLER & LOT X-1 OF LOT H-1 & X-2 OF LOT H-2 - E1/2NE1/4 - 20-100-49 $4.50 bbox=[650, 252, 922, 345]
notice-line: MALONEY INC 100.50.30.B18B bbox=[650, 1091, 882, 1111]
notice-line: PARK SE1/4 - TR 29 - 24-100-51 $1,527.71 bbox=[1239, 126, 1511, 162]
notice-line: BURDEN,MARC & DAWN 200.14.07.010 bbox=[1239, 1001, 1511, 1038]
notice-line: SHINDLER-KREBS ADD LOTS 1-7 *EX LOT H-1* BLOCK 1 - 20-100-49 $370.40 bbox=[355, 1676, 628, 1732]
notice-line: WATSON, AMANDA K 100.49.17.A506 bbox=[650, 161, 922, 199]
notice-line: SCHILLING, JERRY ALLEN & MAR 099.51.33.4045 bbox=[61, 1274, 332, 1312]
text-column-1 bbox=[61, 126, 332, 2291]
notice-line: DAGGETTS ADD - LOT 2 - SE1/4SE1/4 - 35-100-51 $1,915.06 bbox=[944, 800, 1217, 837]
notice-line: POPPENS FAMILY LLC 099.51.12.4000 bbox=[61, 1475, 332, 1513]
notice-line: MCGREGOR, AMBER & NICK 099.51.22.3040 bbox=[61, 982, 332, 1020]
notice-line: VANDESTROET, JESSE & TANYA 100.49.79.109 bbox=[355, 1731, 628, 1768]
notice-line: WARWICK, SARAH 100.49.64. D802 bbox=[355, 1913, 620, 1932]
notice-line: CANTON-COXS ADD - LOT 10 - BLK 8 $1,284.72 bbox=[1239, 708, 1511, 747]
notice-line: HIGHLAND MEADOWS OF HANSONS TR 2 - LOT 3 - BLK 2 & N1/2 ADJOINING VAC GRANADA WAY - NE1/4 - 24-100-50 $515.56 bbox=[355, 800, 628, 874]
legal-notice-columns bbox=[61, 126, 1511, 2291]
notice-line: FARNSWORTH JR, D A & KAREN 200.13.39.006 bbox=[1239, 1274, 1511, 1312]
notice-line: TR 1 POPPINGA'S ADD - UNIT 209 - NE1/4SE1/4 - 20-100-49 $1,064.19 bbox=[355, 1274, 628, 1312]
